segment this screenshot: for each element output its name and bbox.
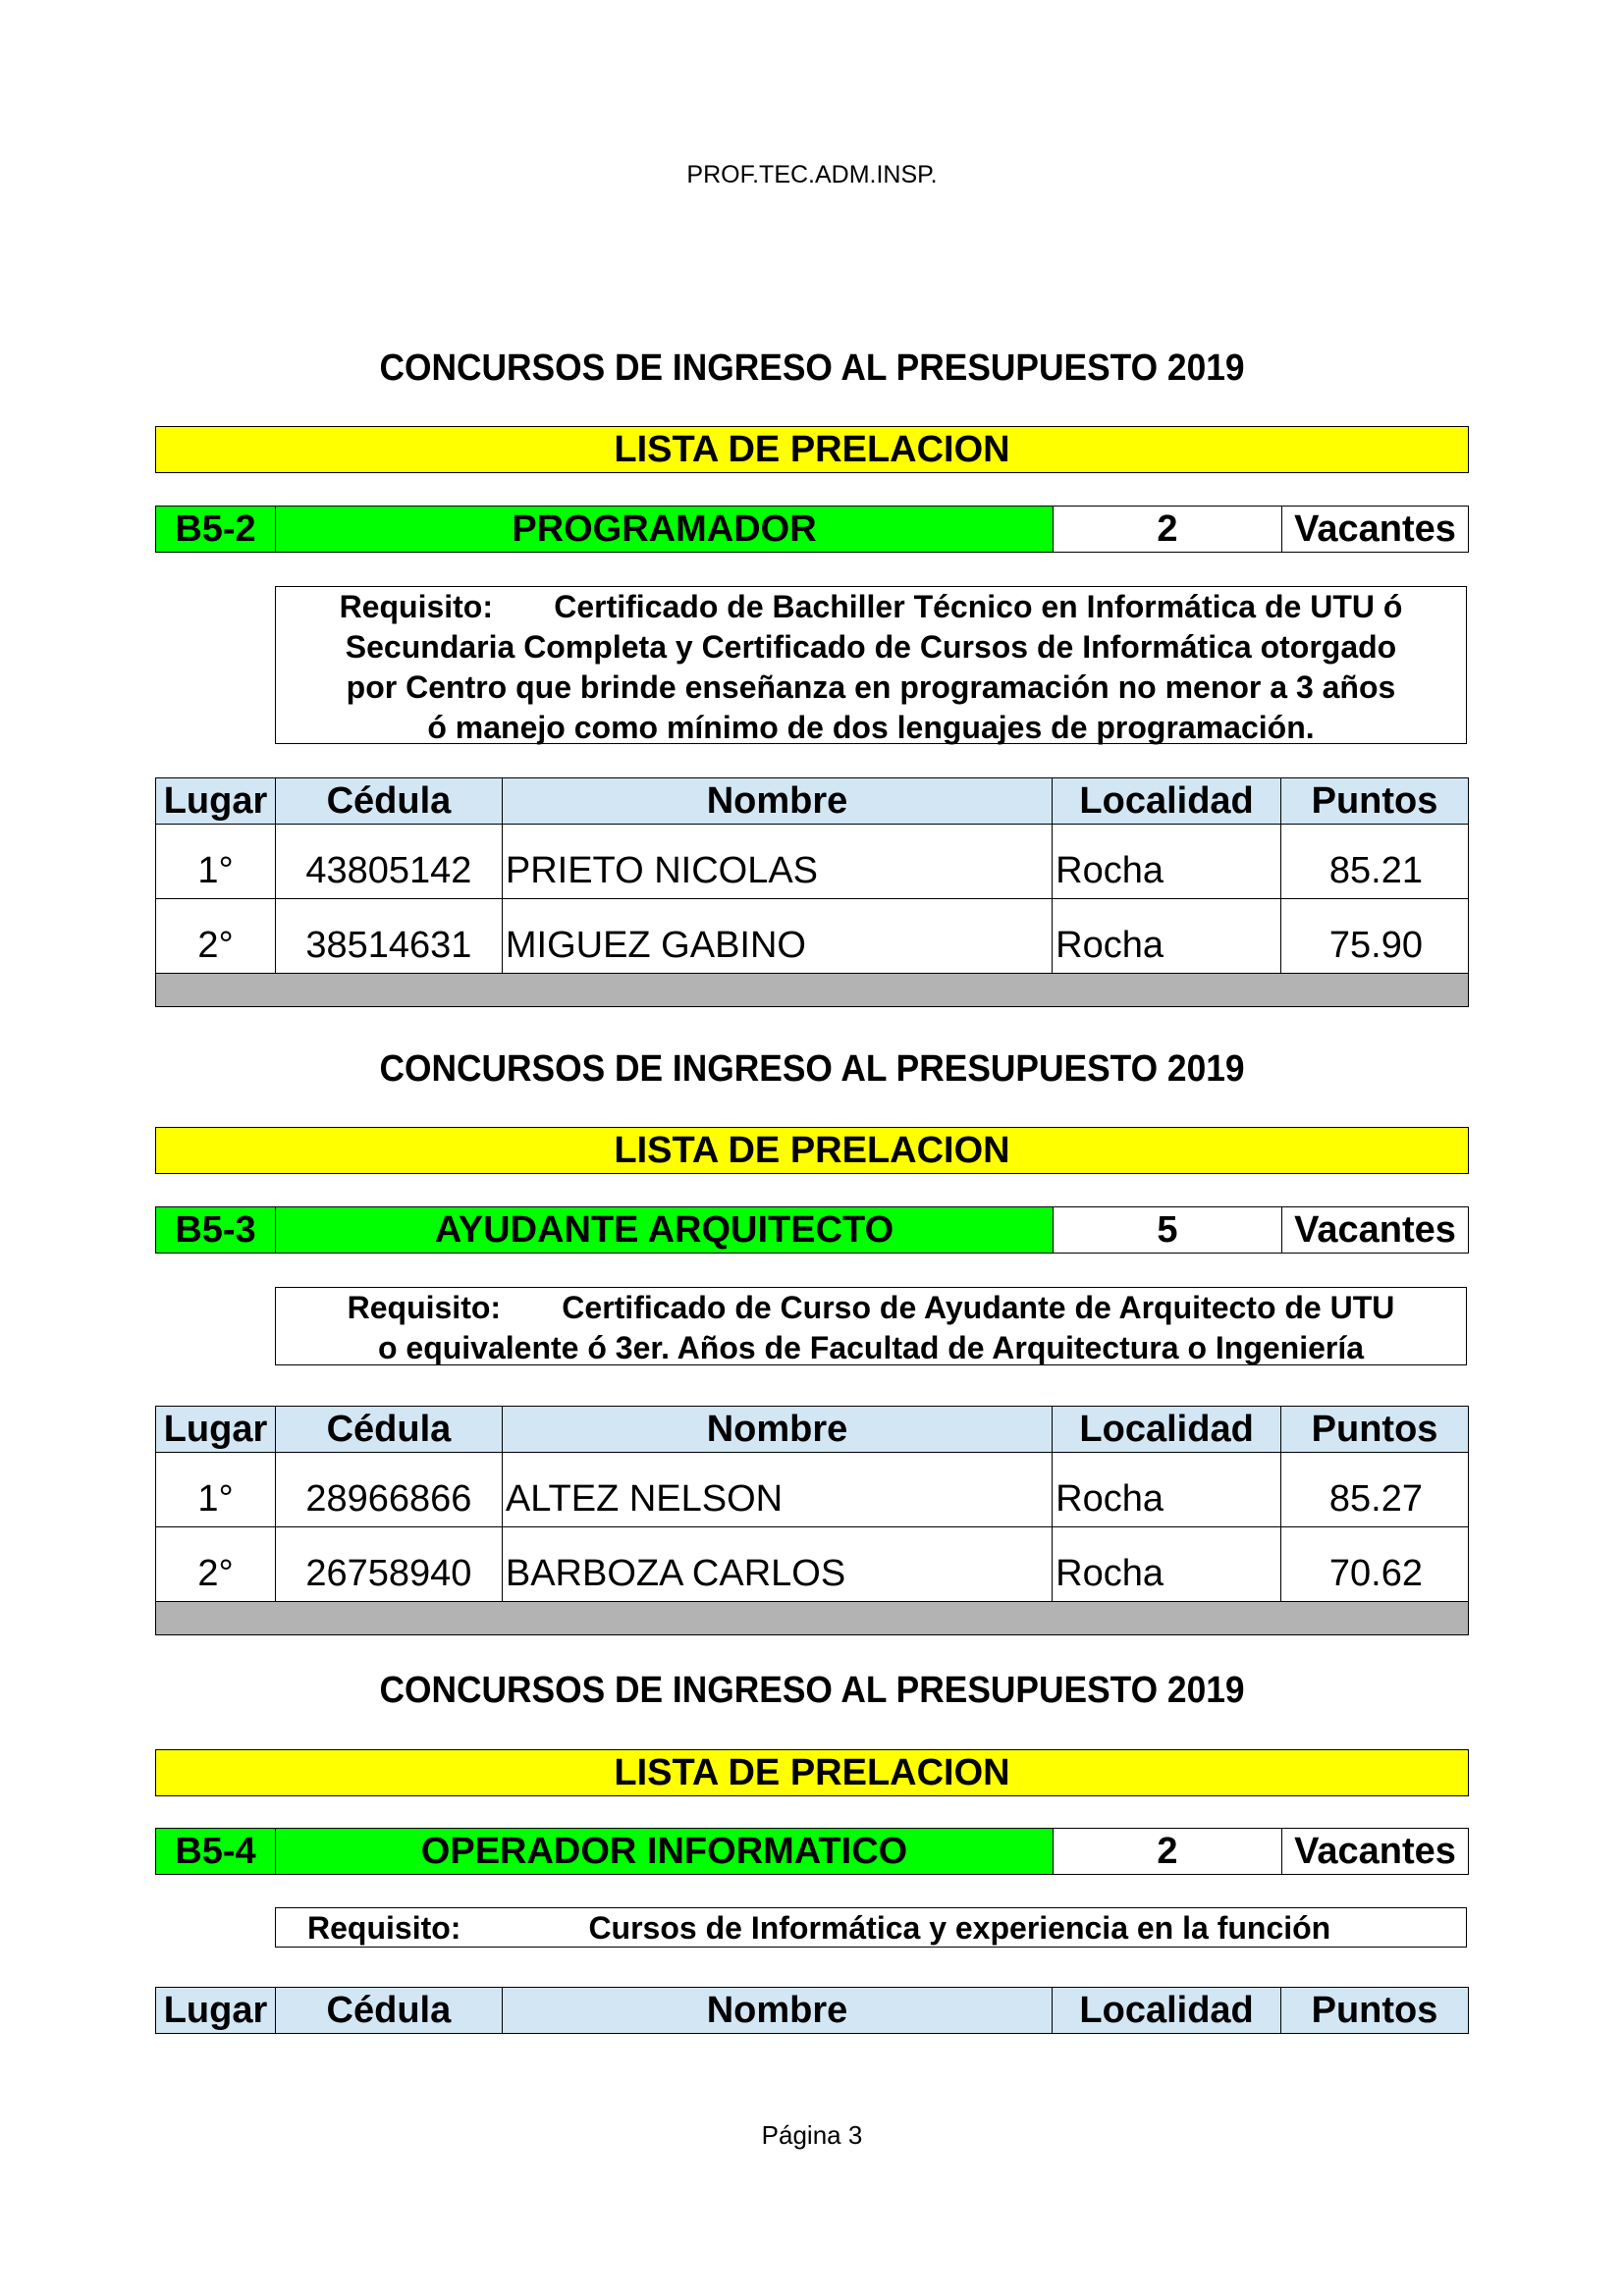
cell-puntos: 75.90 [1281,899,1469,974]
cell-lugar: 1° [156,825,276,899]
table-header-row [156,778,1469,825]
col-nombre: Nombre [502,1988,1052,2034]
col-cedula: Cédula [275,1407,502,1453]
cell-localidad: Rocha [1053,899,1281,974]
section-1-position-bar [155,506,1469,553]
cell-lugar: 2° [156,899,276,974]
cell-cedula: 26758940 [275,1527,502,1602]
page-footer: Página 3 [761,2120,863,2150]
vacancies-count: 5 [1054,1207,1282,1253]
cell-nombre: BARBOZA CARLOS [502,1527,1052,1602]
cell-lugar: 1° [156,1453,276,1527]
vacancies-count: 2 [1054,507,1282,552]
cell-localidad: Rocha [1053,825,1281,899]
section-3-ranking-table [155,1987,1469,2034]
position-code: B5-2 [156,507,276,552]
requirement-line: ó manejo como mínimo de dos lenguajes de programación. [427,710,1315,745]
table-row [156,1453,1469,1527]
vacancies-label: Vacantes [1282,1207,1468,1253]
position-title: PROGRAMADOR [276,507,1054,552]
table-footer-row [156,974,1469,1007]
col-puntos: Puntos [1281,778,1469,825]
section-2-ranking-table [155,1406,1469,1635]
col-puntos: Puntos [1281,1407,1469,1453]
section-2-title: CONCURSOS DE INGRESO AL PRESUPUESTO 2019 [379,1048,1245,1090]
cell-localidad: Rocha [1053,1527,1281,1602]
section-2-list-label: LISTA DE PRELACION [155,1127,1469,1174]
section-3-requirement [275,1907,1467,1948]
cell-nombre: ALTEZ NELSON [502,1453,1052,1527]
cell-nombre: MIGUEZ GABINO [502,899,1052,974]
section-3-position-bar [155,1828,1469,1875]
section-1-title: CONCURSOS DE INGRESO AL PRESUPUESTO 2019 [379,347,1245,389]
cell-nombre: PRIETO NICOLAS [502,825,1052,899]
col-lugar: Lugar [156,1988,276,2034]
gray-filler [156,974,1469,1007]
table-footer-row [156,1602,1469,1635]
vacancies-label: Vacantes [1282,507,1468,552]
col-nombre: Nombre [502,1407,1052,1453]
position-code: B5-3 [156,1207,276,1253]
requirement-label: Requisito: [347,1290,502,1325]
position-title: OPERADOR INFORMATICO [276,1829,1054,1874]
table-row [156,1527,1469,1602]
table-header-row [156,1988,1469,2034]
vacancies-count: 2 [1054,1829,1282,1874]
col-cedula: Cédula [275,778,502,825]
section-1-requirement [275,586,1467,744]
requirement-label: Requisito: [307,1910,461,1946]
position-code: B5-4 [156,1829,276,1874]
position-title: AYUDANTE ARQUITECTO [276,1207,1054,1253]
cell-puntos: 70.62 [1281,1527,1469,1602]
col-lugar: Lugar [156,778,276,825]
section-1-ranking-table [155,777,1469,1007]
page-header: PROF.TEC.ADM.INSP. [686,161,938,188]
requirement-line: Cursos de Informática y experiencia en la función [588,1910,1331,1946]
cell-puntos: 85.27 [1281,1453,1469,1527]
requirement-line: o equivalente ó 3er. Años de Facultad de Arquitectura o Ingeniería [377,1330,1365,1365]
section-2-requirement [275,1287,1467,1365]
col-localidad: Localidad [1053,778,1281,825]
cell-cedula: 28966866 [275,1453,502,1527]
section-1-list-label: LISTA DE PRELACION [155,426,1469,473]
requirement-line: por Centro que brinde enseñanza en programación no menor a 3 años [346,669,1396,705]
cell-cedula: 43805142 [275,825,502,899]
section-2-position-bar [155,1206,1469,1254]
section-3-list-label: LISTA DE PRELACION [155,1749,1469,1796]
requirement-line: Secundaria Completa y Certificado de Cursos de Informática otorgado [345,629,1397,665]
col-nombre: Nombre [502,778,1052,825]
vacancies-label: Vacantes [1282,1829,1468,1874]
col-cedula: Cédula [275,1988,502,2034]
gray-filler [156,1602,1469,1635]
cell-puntos: 85.21 [1281,825,1469,899]
requirement-label: Requisito: [339,589,493,624]
col-localidad: Localidad [1053,1988,1281,2034]
requirement-line: Certificado de Curso de Ayudante de Arquitecto de UTU [562,1290,1395,1325]
table-row [156,899,1469,974]
section-3-title: CONCURSOS DE INGRESO AL PRESUPUESTO 2019 [379,1670,1245,1711]
table-row [156,825,1469,899]
requirement-line: Certificado de Bachiller Técnico en Informática de UTU ó [554,589,1403,624]
cell-cedula: 38514631 [275,899,502,974]
col-localidad: Localidad [1053,1407,1281,1453]
table-header-row [156,1407,1469,1453]
cell-localidad: Rocha [1053,1453,1281,1527]
cell-lugar: 2° [156,1527,276,1602]
col-lugar: Lugar [156,1407,276,1453]
col-puntos: Puntos [1281,1988,1469,2034]
